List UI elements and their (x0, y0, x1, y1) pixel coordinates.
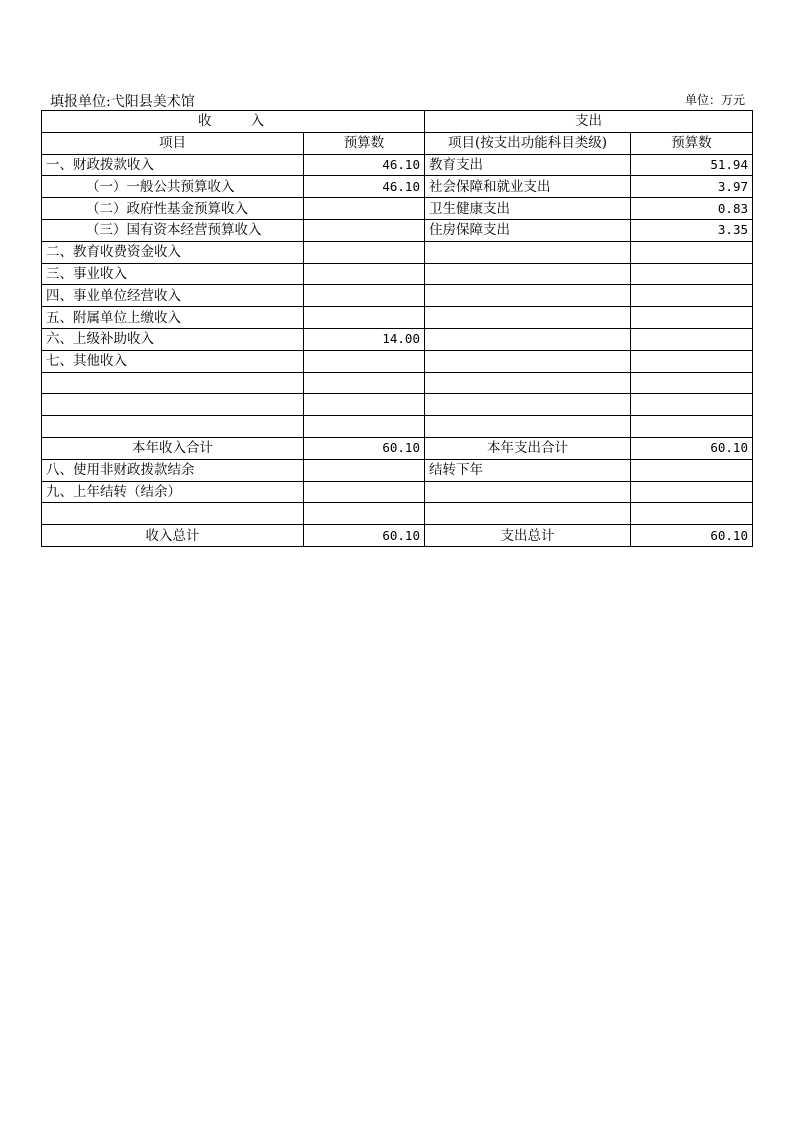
income-item-cell (42, 503, 304, 525)
income-amount-cell (304, 394, 425, 416)
expense-annual-total-label: 本年支出合计 (425, 437, 631, 459)
table-row (42, 350, 753, 372)
expense-item-cell (425, 307, 631, 329)
expense-amount-cell: 3.35 (631, 219, 753, 241)
expense-item-cell (425, 350, 631, 372)
income-item-cell: 六、上级补助收入 (42, 328, 304, 350)
expense-item-cell: 社会保障和就业支出 (425, 176, 631, 198)
income-grand-total-amount: 60.10 (304, 525, 425, 547)
expense-item-cell: 结转下年 (425, 459, 631, 481)
income-amount-header: 预算数 (304, 132, 425, 154)
table-row (42, 481, 753, 503)
expense-amount-cell (631, 459, 753, 481)
expense-item-cell (425, 263, 631, 285)
expense-amount-cell (631, 307, 753, 329)
expense-item-cell: 卫生健康支出 (425, 198, 631, 220)
expense-item-cell (425, 372, 631, 394)
table-row (42, 394, 753, 416)
income-item-cell: 八、使用非财政拨款结余 (42, 459, 304, 481)
income-grand-total-label: 收入总计 (42, 525, 304, 547)
table-row (42, 198, 753, 220)
income-amount-cell (304, 285, 425, 307)
income-item-cell: 五、附属单位上缴收入 (42, 307, 304, 329)
expense-item-cell (425, 285, 631, 307)
income-amount-cell (304, 241, 425, 263)
expense-item-cell (425, 328, 631, 350)
expense-amount-cell (631, 503, 753, 525)
income-item-cell: 三、事业收入 (42, 263, 304, 285)
income-section-title: 收 入 (42, 111, 425, 133)
income-amount-cell (304, 372, 425, 394)
expense-item-header: 项目(按支出功能科目类级) (425, 132, 631, 154)
income-amount-cell (304, 459, 425, 481)
table-row (42, 459, 753, 481)
expense-amount-cell (631, 285, 753, 307)
expense-item-cell (425, 416, 631, 438)
expense-amount-cell (631, 481, 753, 503)
expense-amount-cell (631, 416, 753, 438)
income-annual-total-label: 本年收入合计 (42, 437, 304, 459)
income-item-cell: （一）一般公共预算收入 (42, 176, 304, 198)
reporting-unit-label: 填报单位:弋阳县美术馆 (50, 94, 195, 110)
table-row (42, 219, 753, 241)
income-amount-cell (304, 503, 425, 525)
table-row (42, 416, 753, 438)
expense-amount-cell (631, 241, 753, 263)
expense-amount-cell (631, 328, 753, 350)
expense-amount-cell (631, 350, 753, 372)
income-amount-cell: 14.00 (304, 328, 425, 350)
table-row (42, 241, 753, 263)
expense-amount-cell: 0.83 (631, 198, 753, 220)
table-row (42, 263, 753, 285)
table-row (42, 307, 753, 329)
income-item-cell (42, 394, 304, 416)
income-amount-cell (304, 481, 425, 503)
income-amount-cell: 46.10 (304, 154, 425, 176)
income-item-cell (42, 372, 304, 394)
expense-grand-total-amount: 60.10 (631, 525, 753, 547)
expense-amount-cell: 51.94 (631, 154, 753, 176)
income-amount-cell (304, 307, 425, 329)
income-amount-cell (304, 263, 425, 285)
income-item-cell: 二、教育收费资金收入 (42, 241, 304, 263)
expense-amount-cell: 3.97 (631, 176, 753, 198)
expense-grand-total-label: 支出总计 (425, 525, 631, 547)
table-row (42, 503, 753, 525)
table-row (42, 328, 753, 350)
grand-total-row (42, 525, 753, 547)
income-item-cell: 一、财政拨款收入 (42, 154, 304, 176)
table-row (42, 285, 753, 307)
expense-amount-cell (631, 372, 753, 394)
income-annual-total-amount: 60.10 (304, 437, 425, 459)
income-item-cell (42, 416, 304, 438)
budget-table (41, 110, 753, 547)
expense-amount-cell (631, 394, 753, 416)
section-header-row (42, 111, 753, 133)
income-item-cell: （二）政府性基金预算收入 (42, 198, 304, 220)
income-amount-cell: 46.10 (304, 176, 425, 198)
expense-annual-total-amount: 60.10 (631, 437, 753, 459)
table-row (42, 154, 753, 176)
expense-item-cell (425, 503, 631, 525)
income-amount-cell (304, 416, 425, 438)
income-amount-cell (304, 198, 425, 220)
expense-amount-header: 预算数 (631, 132, 753, 154)
table-row (42, 176, 753, 198)
expense-section-title: 支出 (425, 111, 753, 133)
expense-amount-cell (631, 263, 753, 285)
income-amount-cell (304, 219, 425, 241)
expense-item-cell (425, 394, 631, 416)
expense-item-cell (425, 241, 631, 263)
income-item-cell: 七、其他收入 (42, 350, 304, 372)
column-header-row (42, 132, 753, 154)
expense-item-cell: 住房保障支出 (425, 219, 631, 241)
income-amount-cell (304, 350, 425, 372)
income-item-cell: 九、上年结转（结余） (42, 481, 304, 503)
currency-unit-label: 单位：万元 (684, 93, 745, 107)
table-row (42, 372, 753, 394)
expense-item-cell (425, 481, 631, 503)
expense-item-cell: 教育支出 (425, 154, 631, 176)
income-item-cell: （三）国有资本经营预算收入 (42, 219, 304, 241)
income-item-header: 项目 (42, 132, 304, 154)
annual-total-row (42, 437, 753, 459)
income-item-cell: 四、事业单位经营收入 (42, 285, 304, 307)
